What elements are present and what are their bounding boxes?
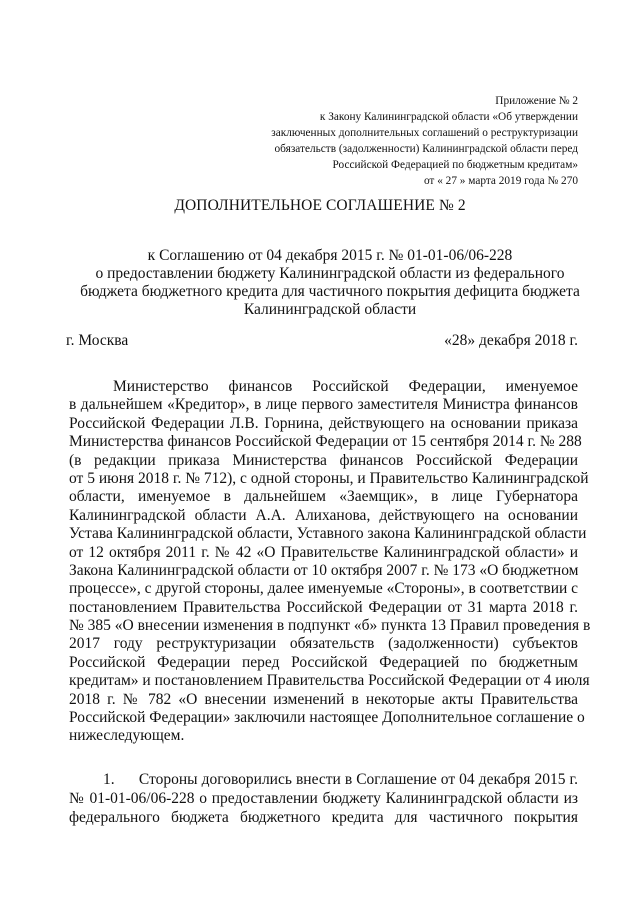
body-line: Калининградской области А.А. Алиханова, действующего на основании xyxy=(69,506,578,524)
body-line: 2017 году реструктуризации обязательств (задолженности) субъектов xyxy=(69,635,578,653)
appendix-line: от « 27 » марта 2019 года № 270 xyxy=(423,175,578,187)
body-line: области, именуемое в дальнейшем «Заемщик», в лице Губернатора xyxy=(69,488,578,506)
body-line: Закона Калининградской области от 10 октября 2007 г. № 173 «О бюджетном xyxy=(69,561,579,579)
preamble-paragraph xyxy=(69,378,591,746)
body-line: нижеследующем. xyxy=(69,727,185,745)
body-line: (в редакции приказа Министерства финансов Российской Федерации xyxy=(69,451,578,469)
signing-date: «28» декабря 2018 г. xyxy=(444,332,578,349)
appendix-line: к Закону Калининградской области «Об утверждении xyxy=(319,111,578,123)
body-line: от 12 октября 2011 г. № 42 «О Правительстве Калининградской области» и xyxy=(69,543,578,561)
body-line: № 385 «О внесении изменения в подпункт «б» пункта 13 Правил проведения в xyxy=(69,617,591,635)
body-line: Российской Федерации перед Российской Федерацией по бюджетным xyxy=(69,653,578,671)
body-line: постановлением Правительства Российской Федерации от 31 марта 2018 г. xyxy=(69,598,578,616)
body-line: от 5 июня 2018 г. № 712), с одной стороны, и Правительство Калининградской xyxy=(69,469,589,487)
document-title: ДОПОЛНИТЕЛЬНОЕ СОГЛАШЕНИЕ № 2 xyxy=(174,197,466,214)
body-line: Устава Калининградской области, Уставного закона Калининградской области xyxy=(69,525,587,543)
body-line: в дальнейшем «Кредитор», в лице первого заместителя Министра финансов xyxy=(69,396,578,414)
body-line: 2018 г. № 782 «О внесении изменений в некоторые акты Правительства xyxy=(69,690,578,708)
body-line: кредитам» и постановлением Правительства Российской Федерации от 4 июля xyxy=(69,672,590,690)
appendix-line: Приложение № 2 xyxy=(495,95,578,107)
appendix-line: Российской Федерацией по бюджетным кредитам» xyxy=(332,159,578,171)
subtitle-line: к Соглашению от 04 декабря 2015 г. № 01-01-06/06-228 xyxy=(147,247,513,264)
document-subtitle xyxy=(70,247,590,319)
subtitle-line: о предоставлении бюджету Калининградской области из федерального xyxy=(95,265,565,282)
appendix-header xyxy=(248,93,578,189)
appendix-line: заключенных дополнительных соглашений о реструктуризации xyxy=(271,127,578,139)
clause-line: № 01-01-06/06-228 о предоставлении бюджету Калининградской области из xyxy=(69,789,578,807)
body-line: процессе», с другой стороны, далее именуемые «Стороны», в соответствии с xyxy=(69,580,579,598)
body-line: Российской Федерации Л.В. Горнина, действующего на основании приказа xyxy=(69,414,578,432)
clause-line: федерального бюджета бюджетного кредита для частичного покрытия xyxy=(69,808,578,826)
subtitle-line: бюджета бюджетного кредита для частичного покрытия дефицита бюджета xyxy=(80,283,580,300)
body-line: Министерство финансов Российской Федерации, именуемое xyxy=(113,378,578,395)
body-line: Министерства финансов Российской Федерации от 15 сентября 2014 г. № 288 xyxy=(69,433,582,451)
clause-1 xyxy=(69,771,578,827)
clause-line: 1. Стороны договорились внести в Соглашение от 04 декабря 2015 г. xyxy=(103,771,578,788)
appendix-line: обязательств (задолженности) Калининградской области перед xyxy=(274,143,578,155)
body-line: Российской Федерации» заключили настоящее Дополнительное соглашение о xyxy=(69,709,585,727)
subtitle-line: Калининградской области xyxy=(243,301,417,318)
signing-place: г. Москва xyxy=(66,332,129,349)
